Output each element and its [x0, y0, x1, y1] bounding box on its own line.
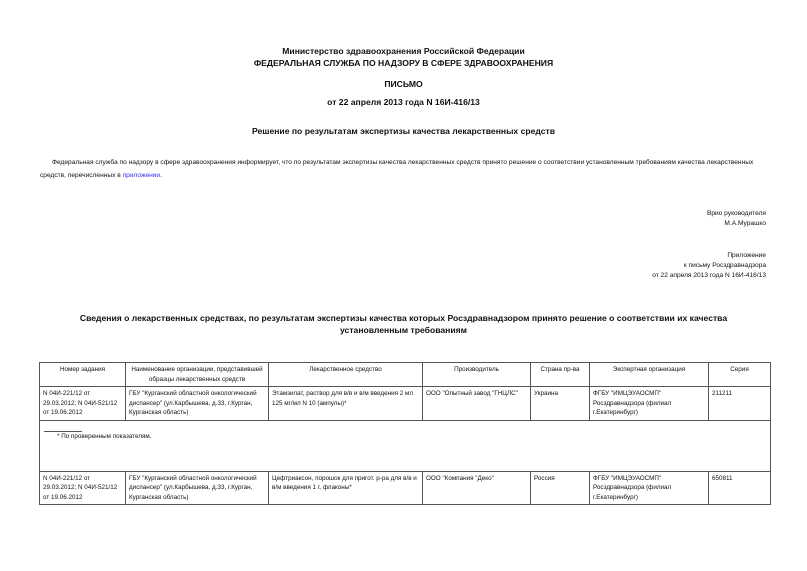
footnote-text: * По проверенным показателям. [57, 432, 152, 440]
intro-paragraph [40, 156, 768, 182]
cell-manufacturer: ООО "Компания "Деко" [423, 471, 531, 505]
cell-task-number: N 04И-221/12 от 29.03.2012; N 04И-521/12 от 19.06.2012 [40, 387, 126, 421]
header-manufacturer: Производитель [423, 363, 531, 387]
header-series: Серия [709, 363, 771, 387]
intro-text: Федеральная служба по надзору в сфере здравоохранения информирует, что по результатам экспертизы качества лекарственных средств принято решение о соответствии установленным требованиям качества лекарственных средств, перечисленных в [40, 159, 754, 179]
appendix-link[interactable]: приложении [122, 172, 161, 179]
cell-expert-organization: ФГБУ "ИМЦЭУАОСМП" Росздравнадзора (филиал г.Екатеринбург) [590, 471, 709, 505]
appendix-to-letter: к письму Росздравнадзора [683, 262, 766, 269]
cell-organization: ГБУ "Курганский областной онкологический диспансер" (ул.Карбышева, д.33, г.Курган, Курганская область) [126, 471, 269, 505]
header-task-number: Номер задания [40, 363, 126, 387]
signature-block [707, 209, 766, 229]
cell-medicine: Этамзилат, раствор для в/в и в/м введения 2 мл 125 мг/мл N 10 (ампулы)* [269, 387, 423, 421]
cell-organization: ГБУ "Курганский областной онкологический диспансер" (ул.Карбышева, д.33, г.Курган, Курганская область) [126, 387, 269, 421]
cell-medicine: Цефтриаксон, порошок для пригот. р-ра для в/в и в/м введения 1 г, флаконы* [269, 471, 423, 505]
section-title: Сведения о лекарственных средствах, по результатам экспертизы качества которых Росздравнадзором принято решение о соответствии их качества установленным требованиям [79, 313, 728, 335]
cell-expert-organization: ФГБУ "ИМЦЭУАОСМП" Росздравнадзора (филиал г.Екатеринбург) [590, 387, 709, 421]
cell-series: 211211 [709, 387, 771, 421]
appendix-title: Приложение [727, 252, 766, 259]
header-organization: Наименование организации, представившей образцы лекарственных средств [126, 363, 269, 387]
medicines-table [39, 362, 771, 505]
document-date-number: от 22 апреля 2013 года N 16И-416/13 [327, 97, 480, 107]
header-medicine: Лекарственное средство [269, 363, 423, 387]
document-subject: Решение по результатам экспертизы качества лекарственных средств [251, 126, 556, 136]
cell-series: 650811 [709, 471, 771, 505]
service-name: ФЕДЕРАЛЬНАЯ СЛУЖБА ПО НАДЗОРУ В СФЕРЕ ЗДРАВООХРАНЕНИЯ [253, 58, 554, 68]
intro-text-end: . [160, 172, 162, 179]
footnote-row [40, 420, 771, 471]
header-expert-organization: Экспертная организация [590, 363, 709, 387]
cell-country: Украина [531, 387, 590, 421]
table-row [40, 471, 771, 505]
table-header-row [40, 363, 771, 387]
appendix-date-number: от 22 апреля 2013 года N 16И-416/13 [652, 272, 766, 279]
ministry-name: Министерство здравоохранения Российской Федерации [282, 46, 525, 56]
cell-task-number: N 04И-221/12 от 29.03.2012; N 04И-521/12 от 19.06.2012 [40, 471, 126, 505]
signatory-name: М.А.Мурашко [724, 220, 766, 227]
cell-country: Россия [531, 471, 590, 505]
appendix-header [652, 251, 766, 281]
footnote-cell [40, 420, 771, 471]
document-type: ПИСЬМО [384, 79, 423, 89]
table-row [40, 387, 771, 421]
signatory-position: Врио руководителя [706, 210, 766, 217]
cell-manufacturer: ООО "Опытный завод "ГНЦЛС" [423, 387, 531, 421]
header-country: Страна пр-ва [531, 363, 590, 387]
